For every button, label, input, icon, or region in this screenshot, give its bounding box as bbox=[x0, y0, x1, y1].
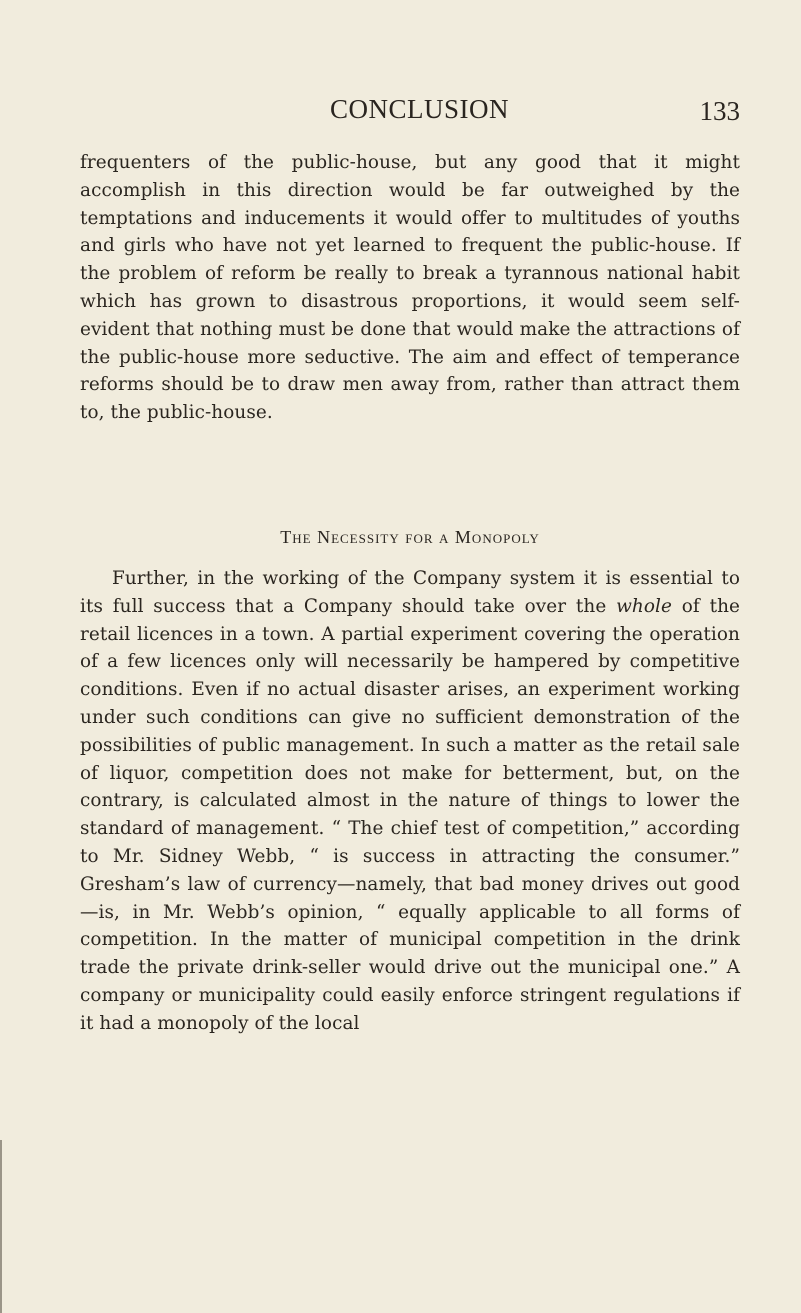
section-heading: The Necessity for a Monopoly bbox=[280, 527, 540, 547]
running-head-title: CONCLUSION bbox=[330, 94, 510, 124]
paragraph-continuation: frequenters of the public-house, but any good that it might accomplish in this direction would be far outweighed by the temptations and inducements it would offer to multitudes of youths and girls who have not yet learned to frequent the public-house. If the problem of reform be really to break a tyrannous national habit which has grown to disastrous proportions, it would seem self-evident that nothing must be done that would make the attractions of the public-house more seductive. The aim and effect of temperance reforms should be to draw men away from, rather than attract them to, the public-house. bbox=[80, 152, 740, 424]
emphasis-word: whole bbox=[616, 595, 673, 617]
paragraph-text-start: Further, in the working of the Company system it is essential to its full success that a Company should take over the bbox=[80, 568, 740, 617]
page-number: 133 bbox=[699, 96, 740, 126]
page-edge-line bbox=[0, 1140, 2, 1313]
running-head bbox=[80, 94, 740, 134]
paragraph-monopoly bbox=[80, 565, 740, 1038]
paragraph-text-end: of the retail licences in a town. A partial experiment covering the operation of a few licences only will necessarily be hampered by competitive conditions. Even if no actual disaster arises, an experiment working under such conditions can give no sufficient demonstration of the possibilities of public management. In such a matter as the retail sale of liquor, competition does not make for betterment, but, on the contrary, is calculated almost in the nature of things to lower the standard of management. “ The chief test of competition,” according to Mr. Sidney Webb, “ is success in attracting the consumer.” Gresham’s law of currency—namely, that bad money drives out good—is, in Mr. Webb’s opinion, “ equally applicable to all forms of competition. In the matter of municipal competition in the drink trade the private drink-seller would drive out the municipal one.” A company or municipality could easily enforce stringent regulations if it had a monopoly of the local bbox=[80, 595, 740, 1034]
